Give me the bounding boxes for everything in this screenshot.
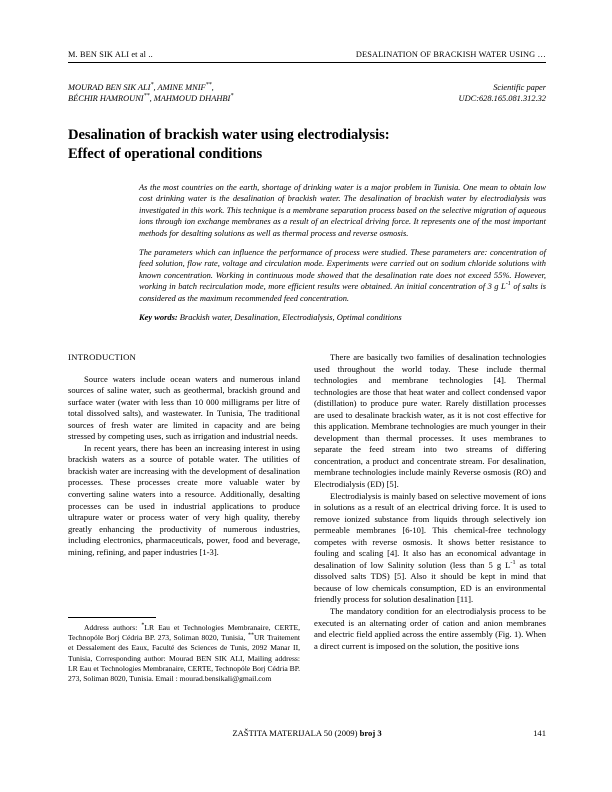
footer-issue: broj 3 bbox=[359, 728, 382, 738]
footnote bbox=[68, 617, 300, 684]
title-line-2: Effect of operational conditions bbox=[68, 146, 263, 162]
author-line-2 bbox=[68, 93, 233, 104]
author-line-1-a: MOURAD BEN SIK ALI bbox=[68, 83, 151, 92]
footnote-affiliation-2: UR Traitement et Dessalement des Eaux, Faculté des Sciences de Tunis, 2092 Manar II, Tunisia, Corresponding author: Mourad BEN SIK ALI, Mailing address: LR Eau et Technologies Membranaire, CERTE, Technopóle Borj Cédria BP. 273, Soliman 8020, Tunisia. Email : mourad.bensikali@gmail.com bbox=[68, 633, 300, 684]
title-line-1: Desalination of brackish water using electrodialysis: bbox=[68, 127, 390, 143]
page-number: 141 bbox=[533, 728, 546, 738]
author-line-2-a: BÉCHIR HAMROUNI bbox=[68, 94, 144, 104]
affiliation-mark-4: * bbox=[230, 93, 234, 100]
footnote-mark-1: * bbox=[141, 622, 145, 629]
right-paragraph-3: The mandatory condition for an electrodialysis process to be executed is an alternating order of cation and anion membranes and electric field applied across the entire assembly (Fig. 1). When a direct current is imposed on the solution, the positive ions bbox=[314, 606, 546, 651]
abstract-paragraph-1: As the most countries on the earth, shortage of drinking water is a major problem in Tunisia. One mean to obtain low cost drinking water is the desalination of brackish water. The desalination of brackish water by electrodialysis was investigated in this work. This technique is a membrane separation process based on the selective migration of aqueous ions through ion exchange membranes as a result of an electrical driving force. It represents one of the most important methods for desalting solutions as well as thermal process and reverse osmosis. bbox=[139, 182, 546, 238]
article-meta bbox=[68, 82, 546, 104]
right-paragraph-superscript: -1 bbox=[510, 558, 516, 566]
author-line-1 bbox=[68, 82, 233, 93]
footnote-lead: Address authors: bbox=[84, 623, 142, 632]
keywords-label: Key words: bbox=[139, 311, 178, 322]
page-title bbox=[68, 126, 546, 164]
author-list bbox=[68, 82, 233, 104]
right-paragraph-2-a: Electrodialysis is mainly based on selective movement of ions in solutions as a result of an electrical driving force. It is used to remove ionized substance from liquids through selectively ion permeable membranes [6-10]. This chemical-free technology competes with reverse osmosis. It shows better resistance to fouling and scaling [4]. It also has an economical advantage in desalination of low Salinity solution (less than 5 g L bbox=[314, 490, 546, 570]
body-column-right bbox=[314, 352, 546, 652]
abstract-superscript: -1 bbox=[505, 280, 511, 288]
running-head-rule bbox=[68, 62, 546, 63]
footnote-affiliation-1: LR Eau et Technologies Membranaire, CERTE, Technopóle Borj Cédria BP. 273, Soliman 8020, Tunisia, bbox=[68, 623, 300, 643]
author-line-1-c: , bbox=[211, 83, 214, 92]
keywords bbox=[139, 312, 546, 323]
right-paragraph-2 bbox=[314, 491, 546, 606]
abstract bbox=[139, 182, 546, 323]
section-heading-introduction: INTRODUCTION bbox=[68, 352, 137, 362]
affiliation-mark-3: ** bbox=[143, 93, 150, 100]
footer-journal-line bbox=[68, 728, 546, 738]
keywords-value: Brackish water, Desalination, Electrodialysis, Optimal conditions bbox=[177, 311, 402, 322]
abstract-paragraph-2-a: The parameters which can influence the performance of process were studied. These parameters are: concentration of feed solution, flow rate, voltage and circulation mode. Experiments were carried out on sodium chloride solutions with known concentration. Working in continuous mode showed that the desalination rate does not exceed 55%. However, working in batch recirculation mode, more efficient results were obtained. An initial concentration of 3 g L bbox=[139, 246, 546, 292]
body-column-left bbox=[68, 352, 300, 558]
right-paragraph-1: There are basically two families of desalination technologies used throughout the world today. These include thermal technologies and membrane technologies [4]. Thermal technologies are those that heat water and collect condensed vapor (distillation) to produce pure water. Rarely distillation processes are used to desalinate brackish water, as it is not cost effective for this application. Membrane technologies are much younger in their development than thermal processes. It uses membranes to separate the feed stream into two streams of differing concentration, a product and concentrate stream. For desalination, membrane technologies include mainly Reverse osmosis (RO) and Electrodialysis (ED) [5]. bbox=[314, 352, 546, 490]
abstract-paragraph-2-b: of salts is considered as the maximum recommended feed concentration. bbox=[139, 281, 546, 303]
running-head bbox=[68, 50, 546, 59]
footnote-rule bbox=[68, 617, 156, 618]
left-paragraph-1: Source waters include ocean waters and numerous inland sources of saline water, such as geothermal, brackish ground and surface water (water with less than 10 000 milligrams per litre of total dissolved salts), and wastewater. In Tunisia, The traditional sources of fresh water are limited in capacity and are being stressed by competing uses, such as irrigation and industrial needs. bbox=[68, 373, 300, 442]
affiliation-mark-1: * bbox=[150, 82, 154, 89]
footer-journal: ZAŠTITA MATERIJALA 50 (2009) bbox=[232, 728, 360, 738]
footnote-text bbox=[68, 623, 300, 684]
author-line-1-b: , AMINE MNIF bbox=[153, 83, 206, 92]
paper-type: Scientific paper bbox=[493, 83, 546, 92]
affiliation-mark-2: ** bbox=[205, 82, 212, 89]
left-paragraph-2: In recent years, there has been an increasing interest in using brackish waters as a source of potable water. The utilities of brackish water are increasing with the development of desalination processes. These processes create more valuable water by converting saline waters into a resource. Additionally, desalting processes can be used in industrial applications to produce ultrapure water or process water of very high quality, thereby greatly enhancing the productivity of numerous industries, including electronics, pharmaceuticals, power, food and beverage, mining, refining, and paper industries [1-3]. bbox=[68, 442, 300, 557]
publication-info bbox=[459, 82, 546, 104]
running-head-right: DESALINATION OF BRACKISH WATER USING … bbox=[355, 50, 546, 59]
abstract-paragraph-2 bbox=[139, 247, 546, 304]
footnote-mark-2: ** bbox=[247, 632, 254, 639]
running-head-left: M. BEN SIK ALI et al .. bbox=[68, 50, 153, 59]
right-paragraph-2-b: as total dissolved salts TDS) [5]. Also it should be kept in mind that because of low chemicals consumption, ED is an environmental friendly process for solution desalination [11]. bbox=[314, 559, 546, 605]
udc-code: UDC:628.165.081.312.32 bbox=[458, 94, 546, 104]
author-line-2-b: , MAHMOUD DHAHBI bbox=[149, 94, 231, 104]
